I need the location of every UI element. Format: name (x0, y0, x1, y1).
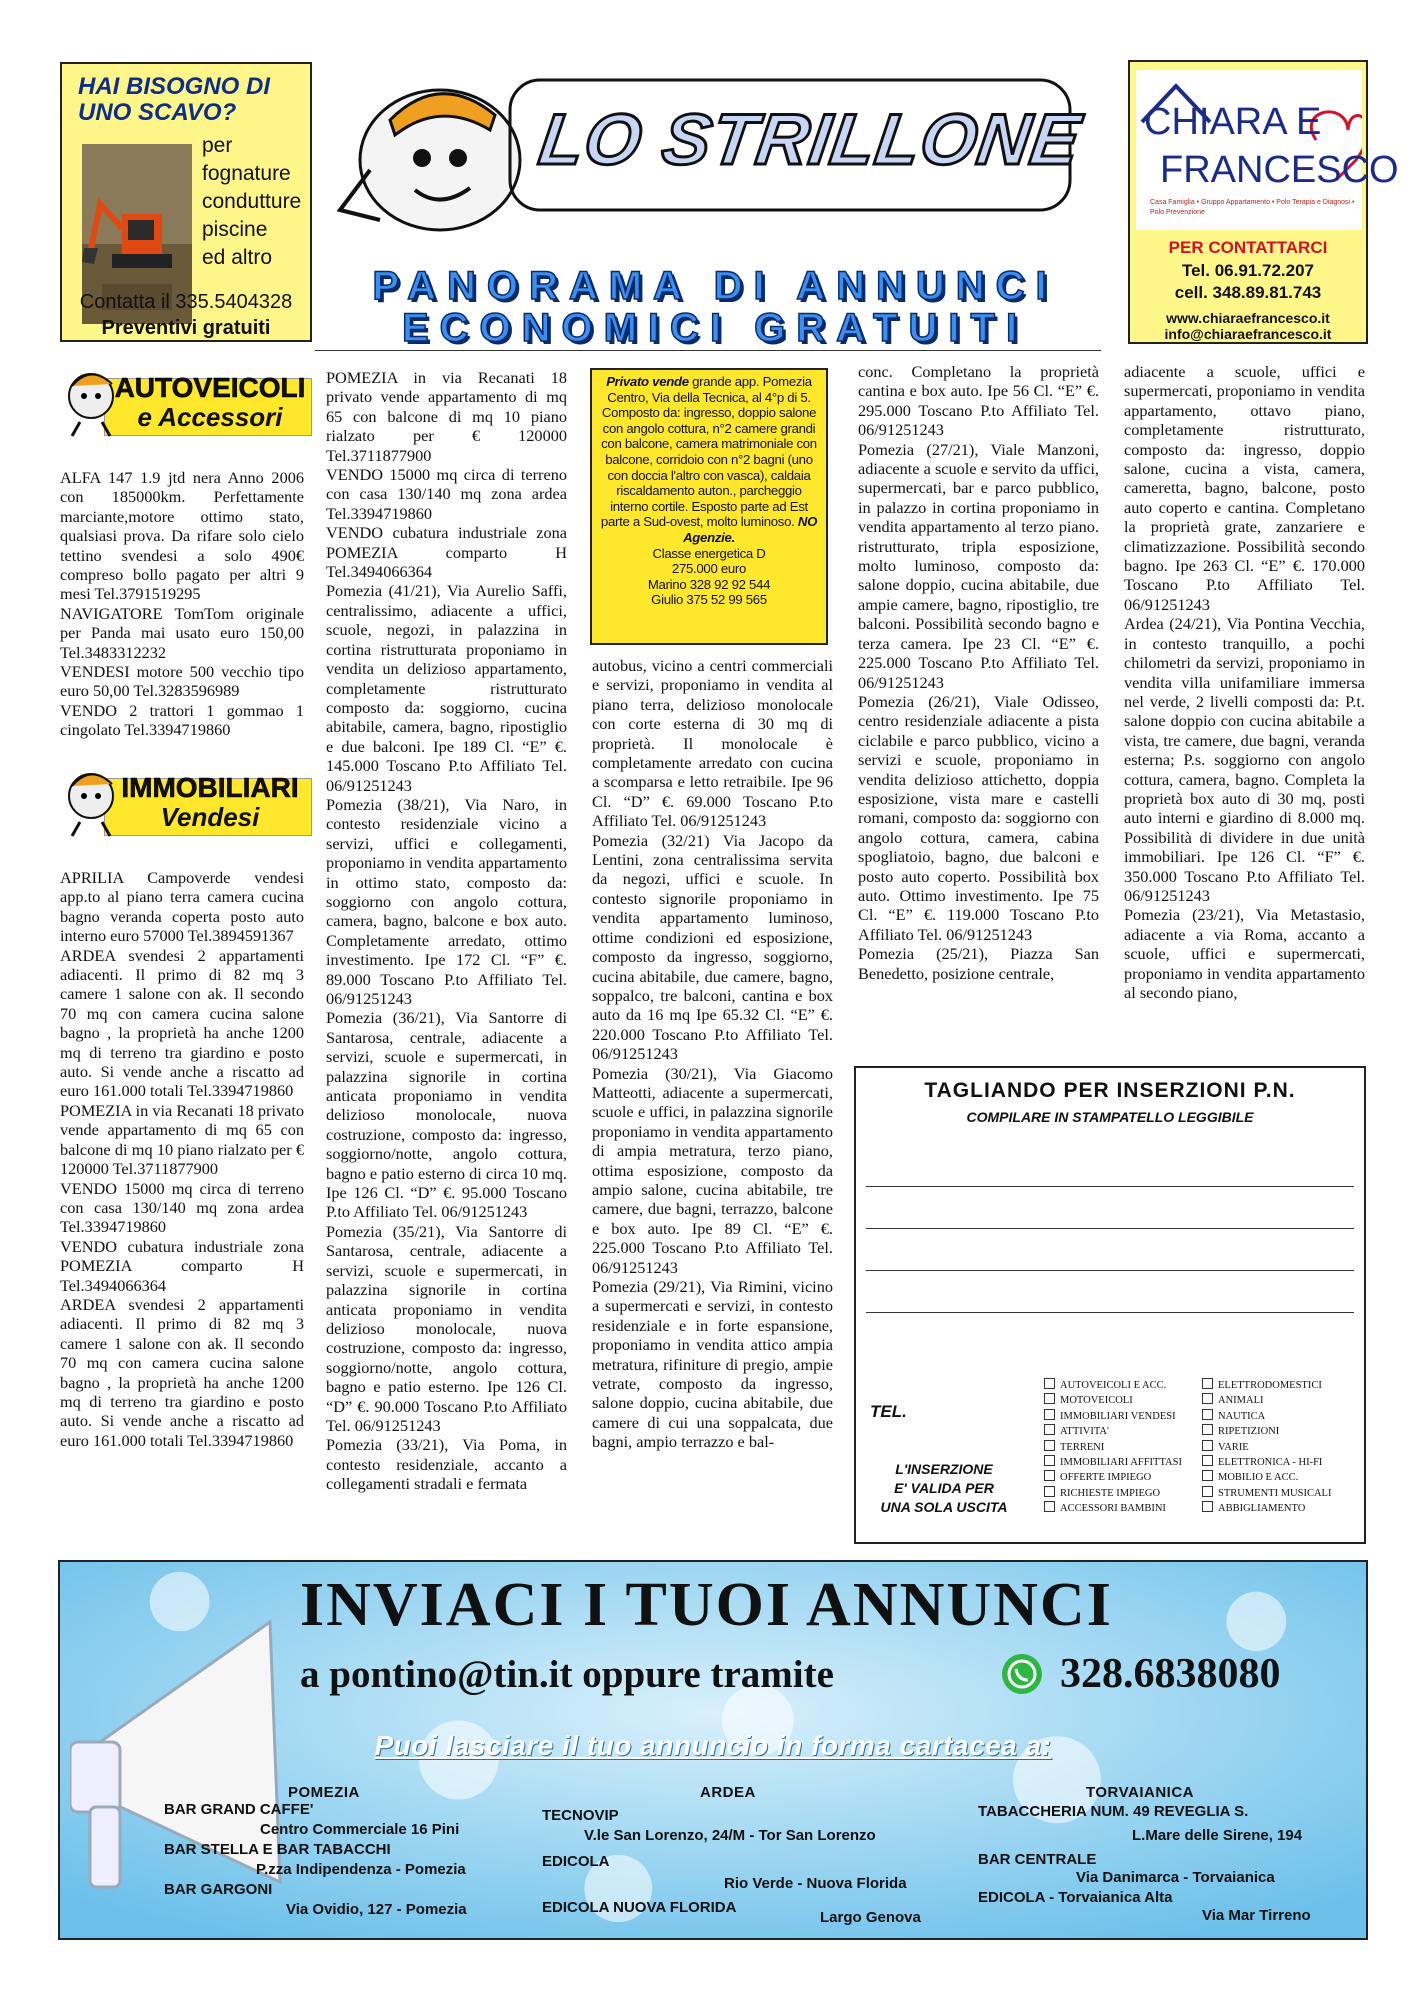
ad-text: Pomezia (33/21), Via Poma, in contesto residenziale, accanto a collegamenti stradali e fermata (326, 1435, 567, 1494)
chiara-logo (1136, 70, 1399, 230)
banner-email-line: a pontino@tin.it oppure tramite (300, 1653, 834, 1696)
chiara-logo-line1: CHIARA E (1144, 101, 1322, 143)
section-title: AUTOVEICOLI (114, 372, 306, 403)
ad-scavo-contact: Contatta il 335.5404328 (79, 291, 293, 313)
chiara-contact-header: PER CONTATTARCI (1168, 238, 1328, 257)
category-checkbox[interactable]: AUTOVEICOLI E ACC. (1044, 1378, 1182, 1393)
column-2 (326, 368, 567, 1494)
ad-text: Pomezia (27/21), Viale Manzoni, adiacente a scuole e servito da uffici, supermercati, bar e parco pubblico, in palazzo in cortina proponiamo in vendita appartamento al terzo piano. ristrutturato, tripla esposizione, molto luminoso, composto da: salone doppio, cucina abitabile, due ampie camere, bagno, ripostiglio, tre balconi. Possibilità secondo bagno e terza camera. Ipe 23 Cl. “E” €. 225.000 Toscano P.to Affiliato Tel. 06/91251243 (858, 439, 1099, 692)
whatsapp-icon (1000, 1652, 1044, 1696)
ad-text: Pomezia (23/21), Via Metastasio, adiacente a via Roma, accanto a scuole, uffici e supermercati, proponiamo in vendita appartamento al secondo piano, (1124, 905, 1365, 1002)
ad-text: POMEZIA in via Recanati 18 privato vende appartamento di mq 65 con balcone di mq 10 piano rialzato per € 120000 Tel.3711877900 (326, 368, 567, 465)
ad-text: APRILIA Campoverde vendesi app.to al piano terra camera cucina bagno veranda coperta posto auto interno euro 57000 Tel.3894591367 (60, 868, 304, 946)
masthead-subtitle-1: PANORAMA DI ANNUNCI (372, 264, 1058, 308)
coupon-tel-label: TEL. (870, 1402, 907, 1421)
category-checkbox[interactable]: IMMOBILIARI VENDESI (1044, 1409, 1182, 1424)
coupon-write-line[interactable] (866, 1186, 1354, 1187)
ardea-line: Largo Genova (820, 1909, 921, 1926)
category-checkbox[interactable]: RIPETIZIONI (1202, 1424, 1331, 1439)
chiara-phones: Tel. 06.91.72.207 cell. 348.89.81.743 (1174, 261, 1322, 302)
ad-text: ARDEA svendesi 2 appartamenti adiacenti. Il primo di 82 mq 3 camere 1 salone con ak. Il secondo 70 mq con camera cucina salone bagno , la proprietà ha anche 1200 mq di terreno tra giardino e posto auto. Si vende anche a riscatto ad euro 161.000 totali Tel.3394719860 (60, 945, 304, 1101)
ad-scavo (60, 62, 312, 342)
ad-text: Ardea (24/21), Via Pontina Vecchia, in contesto tranquillo, a pochi chilometri da servizi, proponiamo in vendita villa unifamiliare immersa nel verde, 2 livelli composti da: P.t. salone doppio con cucina abitabile a vista, tre camere, due bagni, veranda esterna; P.s. soggiorno con angolo cottura, camera, bagno. Completa la proprietà box auto di 30 mq, posti auto interni e giardino di 8.000 mq. Possibilità di dividere in due unità immobiliari. Ipe 126 Cl. “F” €. 350.000 Toscano P.to Affiliato Tel. 06/91251243 (1124, 614, 1365, 905)
column-5 (1124, 362, 1365, 1002)
column-1-immobiliari (60, 868, 304, 1450)
ad-text: ARDEA svendesi 2 appartamenti adiacenti. Il primo di 82 mq 3 camere 1 salone con ak. Il secondo 70 mq con camera cucina salone bagno , la proprietà ha anche 1200 mq di terreno tra giardino e posto auto. Si vende anche a riscatto ad euro 161.000 totali Tel.3394719860 (60, 1294, 304, 1450)
ardea-line: Rio Verde - Nuova Florida (724, 1875, 907, 1892)
coupon-categories-left (1044, 1378, 1182, 1517)
section-header-immobiliari (62, 764, 312, 840)
category-checkbox[interactable]: TERRENI (1044, 1440, 1182, 1455)
chiara-logo-small: Casa Famiglia • Gruppo Appartamento • Polo Terapia e Diagnosi • Polo Prevenzione (1150, 199, 1355, 216)
category-checkbox[interactable]: ATTIVITA' (1044, 1424, 1182, 1439)
torvaianica-line: Via Mar Tirreno (1202, 1907, 1311, 1924)
category-checkbox[interactable]: ABBIGLIAMENTO (1202, 1501, 1331, 1516)
location-title-torvaianica: TORVAIANICA (1086, 1784, 1195, 1801)
ad-text: VENDO cubatura industriale zona POMEZIA comparto H Tel.3494066364 (60, 1236, 304, 1295)
category-checkbox[interactable]: NAUTICA (1202, 1409, 1331, 1424)
coupon-categories-right (1202, 1378, 1331, 1517)
torvaianica-line: EDICOLA - Torvaianica Alta (978, 1889, 1173, 1906)
torvaianica-line: Via Danimarca - Torvaianica (1076, 1869, 1275, 1886)
pomezia-line: Centro Commerciale 16 Pini (260, 1821, 460, 1838)
featured-ad-classe: Classe energetica D (652, 545, 766, 561)
ardea-line: V.le San Lorenzo, 24/M - Tor San Lorenzo (584, 1827, 876, 1844)
coupon-validity: L'INSERZIONE E' VALIDA PER UNA SOLA USCITA (880, 1461, 1008, 1515)
coupon-subtitle: COMPILARE IN STAMPATELLO LEGGIBILE (966, 1109, 1254, 1125)
category-checkbox[interactable]: STRUMENTI MUSICALI (1202, 1486, 1331, 1501)
ad-text: VENDESI motore 500 vecchio tipo euro 50,00 Tel.3283596989 (60, 662, 304, 701)
ad-text: VENDO 2 trattori 1 gommao 1 cingolato Tel.3394719860 (60, 700, 304, 740)
coupon-title: TAGLIANDO PER INSERZIONI P.N. (924, 1079, 1296, 1102)
masthead-title: LO STRILLONE (534, 100, 1086, 180)
category-checkbox[interactable]: VARIE (1202, 1440, 1331, 1455)
category-checkbox[interactable]: MOBILIO E ACC. (1202, 1470, 1331, 1485)
masthead-subtitle-2: ECONOMICI GRATUITI (401, 306, 1029, 350)
ad-text: ALFA 147 1.9 jtd nera Anno 2006 con 185000km. Perfettamente marciante,motore ottimo stato, qualsiasi prova. Da rifare solo cielo tettino svendesi a solo 490€ compreso bollo pagato per altri 9 mesi Tel.3791519295 (60, 468, 304, 604)
ardea-line: EDICOLA NUOVA FLORIDA (542, 1899, 737, 1916)
category-checkbox[interactable]: IMMOBILIARI AFFITTASI (1044, 1455, 1182, 1470)
torvaianica-line: L.Mare delle Sirene, 194 (1132, 1827, 1303, 1844)
pomezia-line: BAR GRAND CAFFE' (164, 1801, 314, 1818)
coupon-form (854, 1066, 1366, 1544)
pomezia-line: P.zza Indipendenza - Pomezia (256, 1861, 466, 1878)
section-header-autoveicoli (62, 364, 312, 440)
category-checkbox[interactable]: RICHIESTE IMPIEGO (1044, 1486, 1182, 1501)
ad-text: Pomezia (36/21), Via Santorre di Santarosa, centrale, adiacente a servizi, scuole e supermercati, in palazzina signorile in cortina anticata proponiamo in vendita delizioso monolocale, nuova costruzione, composto da: ingresso, soggiorno/notte, angolo cottura, bagno e patio esterno di circa 10 mq. Ipe 126 Cl. “D” €. 95.000 Toscano P.to Affiliato Tel. 06/91251243 (326, 1008, 567, 1222)
featured-ad-body: grande app. Pomezia Centro, Via della Tecnica, al 4°p di 5. Composto da: ingresso, doppio salone con angolo cottura, n°2 camere grandi con balcone, camera matrimoniale con balcone, corridoio con n°2 bagni (uno con doccia l'altro con vasca), caldaia riscaldamento auton., parcheggio interno cortile. Esposto parte ad Est parte a Sud-ovest, molto luminoso. (600, 374, 817, 530)
location-title-ardea: ARDEA (700, 1784, 756, 1801)
coupon-write-line[interactable] (866, 1270, 1354, 1271)
category-checkbox[interactable]: ELETTRODOMESTICI (1202, 1378, 1331, 1393)
ad-text: VENDO 15000 mq circa di terreno con casa 130/140 mq zona ardea Tel.3394719860 (326, 465, 567, 523)
featured-ad-noagenzie: NO Agenzie. (683, 514, 818, 545)
section-subtitle: e Accessori (137, 402, 283, 432)
ad-text: Pomezia (30/21), Via Giacomo Matteotti, adiacente a supermercati, scuole e uffici, in palazzina signorile proponiamo in vendita appartamento di ampia metratura, terzo piano, ottima esposizione, composto da ampio salone, cucina abitabile, tre camere, due bagni, terrazzo, balcone e box auto. Ipe 89 Cl. “E” €. 225.000 Toscano P.to Affiliato Tel. 06/91251243 (592, 1063, 833, 1277)
column-3 (592, 656, 833, 1452)
ad-text: Pomezia (35/21), Via Santorre di Santarosa, centrale, adiacente a servizi, scuole e supermercati, in palazzina signorile in cortina anticata proponiamo in vendita delizioso monolocale, nuova costruzione, composto da: ingresso, soggiorno/notte, angolo cottura, bagno e patio esterno. Ipe 126 Cl. “D” €. 90.000 Toscano P.to Affiliato Tel. 06/91251243 (326, 1221, 567, 1435)
ad-text: autobus, vicino a centri commerciali e servizi, proponiamo in vendita al piano terra, delizioso monolocale con corte esterna di 30 mq di proprietà. Il monolocale è completamente arredato con cucina a scomparsa e letto retraibile. Ipe 96 Cl. “D” €. 69.000 Toscano P.to Affiliato Tel. 06/91251243 (592, 656, 833, 831)
section-subtitle: Vendesi (160, 802, 260, 832)
category-checkbox[interactable]: ACCESSORI BAMBINI (1044, 1501, 1182, 1516)
ad-text: Pomezia (25/21), Piazza San Benedetto, posizione centrale, (858, 944, 1099, 983)
featured-ad-lead: Privato vende (606, 374, 689, 389)
category-checkbox[interactable]: OFFERTE IMPIEGO (1044, 1470, 1182, 1485)
ad-text: conc. Completano la proprietà cantina e box auto. Ipe 56 Cl. “E” €. 295.000 Toscano P.to Affiliato Tel. 06/91251243 (858, 362, 1099, 440)
ad-scavo-quotes: Preventivi gratuiti (101, 317, 271, 339)
category-checkbox[interactable]: ANIMALI (1202, 1393, 1331, 1408)
featured-ad-contact-2: Giulio 375 52 99 565 (651, 592, 767, 608)
ad-text: NAVIGATORE TomTom originale per Panda mai usato euro 150,00 Tel.3483312232 (60, 603, 304, 662)
pomezia-line: BAR STELLA E BAR TABACCHI (164, 1841, 391, 1858)
banner-headline: INVIACI I TUOI ANNUNCI (300, 1571, 1113, 1639)
masthead-rule (315, 350, 1101, 351)
ad-text: Pomezia (29/21), Via Rimini, vicino a supermercati e servizi, in contesto residenziale e in forte espansione, proponiamo in vendita attico ampia metratura, rifiniture di pregio, ampie vetrate, composto da ingresso, salone doppio, cucina abitabile, due camere di cui una soppalcata, due bagni, ampio terrazzo e bal- (592, 1277, 833, 1452)
featured-ad-price: 275.000 euro (671, 561, 747, 577)
featured-ad-contact-1: Marino 328 92 92 544 (647, 576, 771, 592)
category-checkbox[interactable]: MOTOVEICOLI (1044, 1393, 1182, 1408)
banner-paper-line: Puoi lasciare il tuo annuncio in forma cartacea a: (374, 1730, 1052, 1761)
ad-scavo-title: HAI BISOGNO DI UNO SCAVO? (78, 73, 271, 126)
ardea-line: EDICOLA (542, 1853, 610, 1870)
ad-text: Pomezia (32/21) Via Jacopo da Lentini, zona centralissima servita da negozi, uffici e scuole. In contesto signorile proponiamo in vendita appartamento luminoso, ottime condizioni ed esposizione, composto da ingresso, soggiorno, cucina abitabile, due camere, bagno, soppalco, tre balconi, cantina e box auto da 16 mq Ipe 65.32 Cl. “E” €. 220.000 Toscano P.to Affiliato Tel. 06/91251243 (592, 830, 833, 1064)
ad-chiara-francesco (1128, 60, 1399, 344)
torvaianica-line: TABACCHERIA NUM. 49 REVEGLIA S. (978, 1803, 1249, 1820)
chiara-web: www.chiaraefrancesco.it info@chiaraefrancesco.it (1164, 310, 1332, 342)
ad-text: Pomezia (26/21), Viale Odisseo, centro residenziale adiacente a pista ciclabile e parco pubblico, vicino a servizi e scuole, proponiamo in vendita delizioso attichetto, doppia esposizione, vista mare e castelli romani, composto da: soggiorno con angolo cottura, camera, cabina spogliatoio, bagno, due balconi e posto auto coperto. Possibilità box auto. Ottimo investimento. Ipe 75 Cl. “E” €. 119.000 Toscano P.to Affiliato Tel. 06/91251243 (858, 691, 1099, 944)
featured-ad-box (590, 368, 828, 645)
ad-text: VENDO cubatura industriale zona POMEZIA comparto H Tel.3494066364 (326, 523, 567, 582)
pomezia-line: BAR GARGONI (164, 1881, 273, 1898)
banner-phone[interactable]: 328.6838080 (1060, 1651, 1281, 1697)
location-title-pomezia: POMEZIA (288, 1784, 360, 1801)
ad-text: adiacente a scuole, uffici e supermercati, proponiamo in vendita appartamento, ottavo piano, completamente ristrutturato, composto da: ingresso, doppio salone, cucina a vista, camera, cameretta, bagno, balcone, posto auto coperto e cantina. Completano la proprietà grate, zanzariere e climatizzazione. Possibilità secondo bagno. Ipe 263 Cl. “E” €. 170.000 Toscano P.to Affiliato Tel. 06/91251243 (1124, 362, 1365, 614)
torvaianica-line: BAR CENTRALE (978, 1851, 1097, 1868)
pomezia-line: Via Ovidio, 127 - Pomezia (286, 1901, 467, 1918)
ad-text: VENDO 15000 mq circa di terreno con casa 130/140 mq zona ardea Tel.3394719860 (60, 1178, 304, 1237)
ad-scavo-uses: per fognature condutture piscine ed altro (202, 134, 302, 269)
chiara-logo-line2: FRANCESCO (1160, 149, 1399, 191)
column-4 (858, 362, 1099, 983)
category-checkbox[interactable]: ELETTRONICA - HI-FI (1202, 1455, 1331, 1470)
ad-text: Pomezia (38/21), Via Naro, in contesto residenziale vicino a servizi, uffici e collegamenti, proponiamo in vendita appartamento in ottimo stato, composto da: soggiorno con angolo cottura, camera, bagno, balcone e box auto. Completamente arredato, ottimo investimento. Ipe 172 Cl. “F” €. 89.000 Toscano P.to Affiliato Tel. 06/91251243 (326, 794, 567, 1008)
ad-text: Pomezia (41/21), Via Aurelio Saffi, centralissimo, adiacente a uffici, scuole, negozi, in palazzina in cortina ristrutturata proponiamo in vendita un delizioso appartamento, completamente ristrutturato composto da: soggiorno, cucina abitabile, camera, bagno, ripostiglio e due balconi. Ipe 189 Cl. “E” €. 145.000 Toscano P.to Affiliato Tel. 06/91251243 (326, 581, 567, 795)
coupon-write-line[interactable] (866, 1228, 1354, 1229)
coupon-write-line[interactable] (866, 1312, 1354, 1313)
section-title: IMMOBILIARI (121, 772, 299, 803)
ardea-line: TECNOVIP (542, 1807, 619, 1824)
submit-ads-banner (58, 1560, 1368, 1940)
column-1-autoveicoli (60, 468, 304, 740)
ad-text: POMEZIA in via Recanati 18 privato vende appartamento di mq 65 con balcone di mq 10 piano rialzato per € 120000 Tel.3711877900 (60, 1100, 304, 1179)
